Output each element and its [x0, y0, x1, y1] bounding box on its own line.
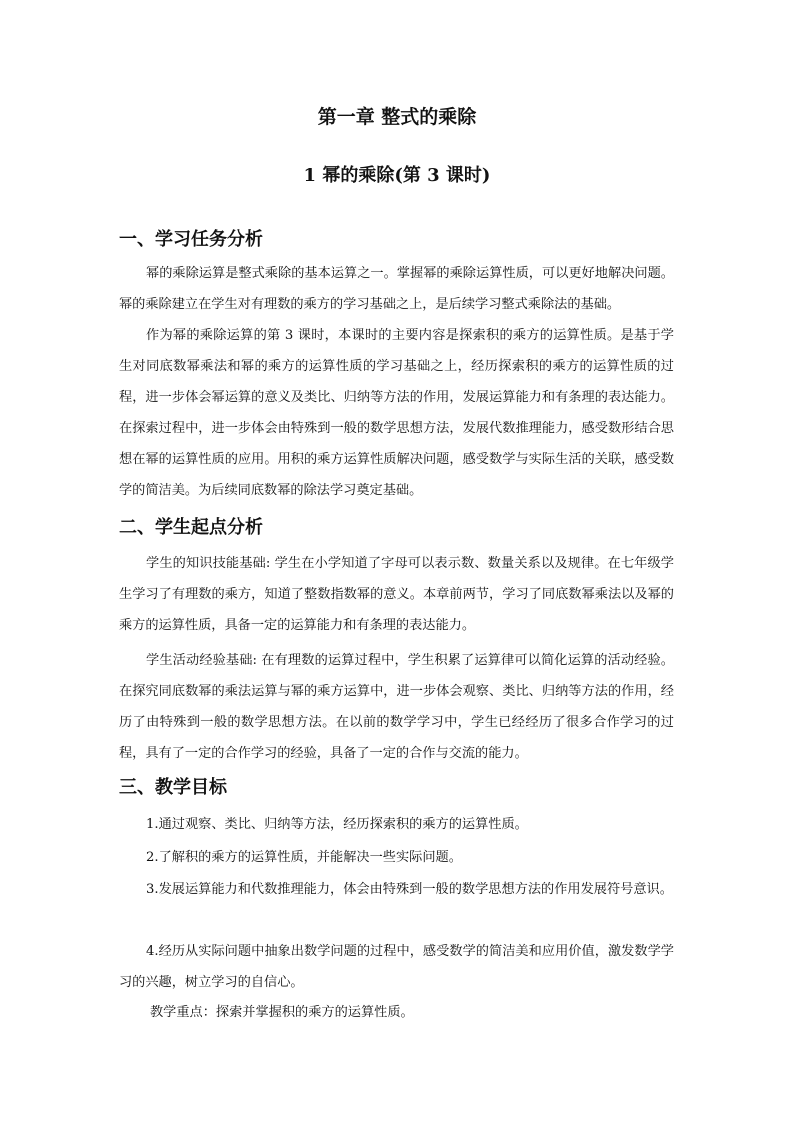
- section-heading-student-analysis: 二、学生起点分析: [119, 517, 263, 538]
- goal-item: 1.通过观察、类比、归纳等方法，经历探索积的乘方的运算性质。: [146, 817, 528, 832]
- goal-item: 3.发展运算能力和代数推理能力，体会由特殊到一般的数学思想方法的作用发展符号意识。: [146, 882, 673, 897]
- paragraph: 幂的乘除运算是整式乘除的基本运算之一。掌握幂的乘除运算性质，可以更好地解决问题。幂的乘除建立在学生对有理数的乘方的学习基础之上，是后续学习整式乘除法的基础。: [119, 266, 674, 312]
- lesson-title: 1 幂的乘除(第 3 课时): [303, 165, 491, 186]
- section-heading-teaching-goals: 三、教学目标: [119, 777, 227, 798]
- chapter-title: 第一章 整式的乘除: [317, 106, 477, 128]
- paragraph: 学生的知识技能基础: 学生在小学知道了字母可以表示数、数量关系以及规律。在七年级学生学习了有理数的乘方，知道了整数指数幂的意义。本章前两节，学习了同底数幂乘法以及幂的乘方的运算性质，具备一定的运算能力和有条理的表达能力。: [119, 556, 674, 633]
- paragraph: 作为幂的乘除运算的第 3 课时，本课时的主要内容是探索积的乘方的运算性质。是基于学生对同底数幂乘法和幂的乘方的运算性质的学习基础之上，经历探索积的乘方的运算性质的过程，进一步体会幂运算的意义及类比、归纳等方法的作用，发展运算能力和有条理的表达能力。在探索过程中，进一步体会由特殊到一般的数学思想方法，发展代数推理能力，感受数形结合思想在幂的运算性质的应用。用积的乘方运算性质解决问题，感受数学与实际生活的关联，感受数学的简洁美。为后续同底数幂的除法学习奠定基础。: [119, 328, 674, 498]
- section-heading-task-analysis: 一、学习任务分析: [119, 229, 263, 250]
- goal-item: 2.了解积的乘方的运算性质，并能解决一些实际问题。: [146, 850, 462, 865]
- goal-item: 4.经历从实际问题中抽象出数学问题的过程中，感受数学的简洁美和应用价值，激发数学学习的兴趣，树立学习的自信心。: [119, 944, 674, 990]
- paragraph: 学生活动经验基础: 在有理数的运算过程中，学生积累了运算律可以简化运算的活动经验。在探究同底数幂的乘法运算与幂的乘方运算中，进一步体会观察、类比、归纳等方法的作用，经历了由特殊到一般的数学思想方法。在以前的数学学习中，学生已经经历了很多合作学习的过程，具有了一定的合作学习的经验，具备了一定的合作与交流的能力。: [119, 653, 674, 761]
- teaching-key-point: 教学重点：探索并掌握积的乘方的运算性质。: [150, 1005, 414, 1020]
